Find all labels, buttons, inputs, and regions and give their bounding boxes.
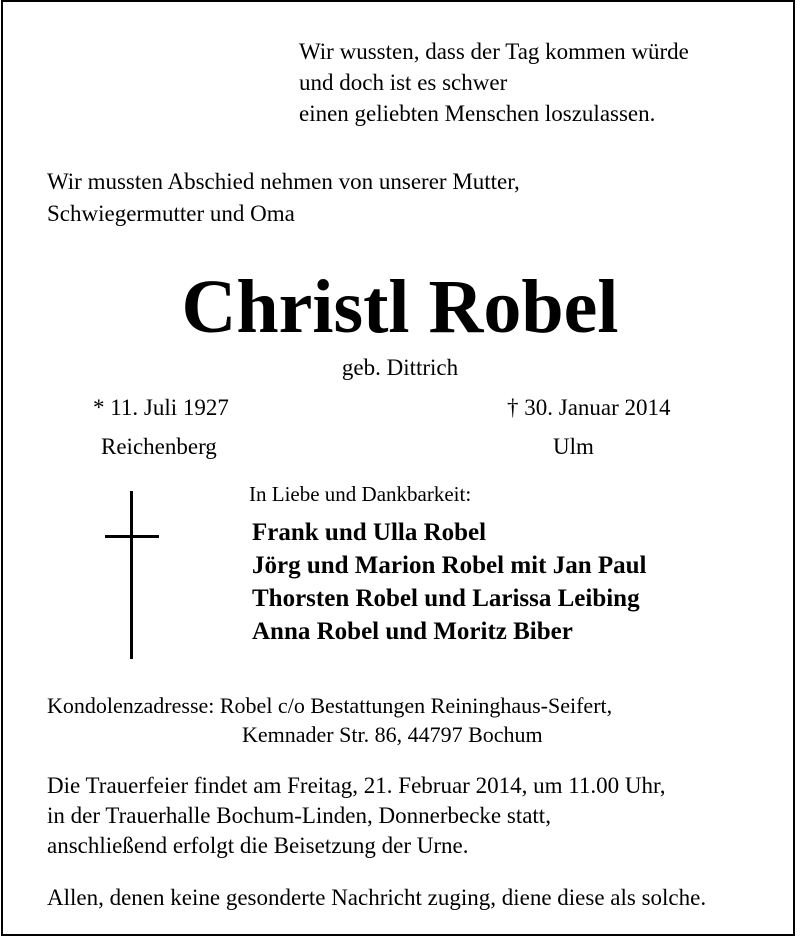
mourners-list	[252, 516, 646, 648]
intro-text	[47, 166, 520, 230]
mourners-intro: In Liebe und Dankbarkeit:	[249, 482, 472, 506]
death-place: Ulm	[553, 434, 594, 459]
death-date: † 30. Januar 2014	[507, 395, 671, 420]
condolence-address	[47, 691, 612, 749]
closing-note: Allen, denen keine gesonderte Nachricht zuging, diene diese als solche.	[47, 885, 707, 910]
service-line: Die Trauerfeier findet am Freitag, 21. Februar 2014, um 11.00 Uhr,	[47, 773, 666, 798]
service-line: anschließend erfolgt die Beisetzung der Urne.	[47, 833, 469, 858]
maiden-name: geb. Dittrich	[341, 355, 459, 380]
service-info	[47, 771, 665, 861]
birth-date: * 11. Juli 1927	[93, 395, 229, 420]
service-line: in der Trauerhalle Bochum-Linden, Donnerbecke statt,	[47, 803, 551, 828]
birth-place: Reichenberg	[101, 434, 217, 459]
mourner-name: Jörg und Marion Robel mit Jan Paul	[252, 552, 647, 579]
condolence-line: Kemnader Str. 86, 44797 Bochum	[242, 722, 543, 747]
poem-line: und doch ist es schwer	[299, 70, 508, 95]
poem-line: einen geliebten Menschen loszulassen.	[299, 101, 656, 126]
mourner-name: Frank und Ulla Robel	[252, 519, 487, 546]
mourner-name: Anna Robel und Moritz Biber	[252, 618, 573, 645]
poem-line: Wir wussten, dass der Tag kommen würde	[299, 39, 689, 64]
mourner-name: Thorsten Robel und Larissa Leibing	[252, 585, 640, 612]
intro-line: Schwiegermutter und Oma	[47, 201, 295, 226]
deceased-name: Christl Robel	[181, 265, 619, 349]
intro-line: Wir mussten Abschied nehmen von unserer Mutter,	[47, 169, 520, 194]
poem	[299, 36, 689, 129]
condolence-line: Kondolenzadresse: Robel c/o Bestattungen Reininghaus-Seifert,	[47, 693, 613, 718]
cross-icon	[105, 491, 159, 659]
